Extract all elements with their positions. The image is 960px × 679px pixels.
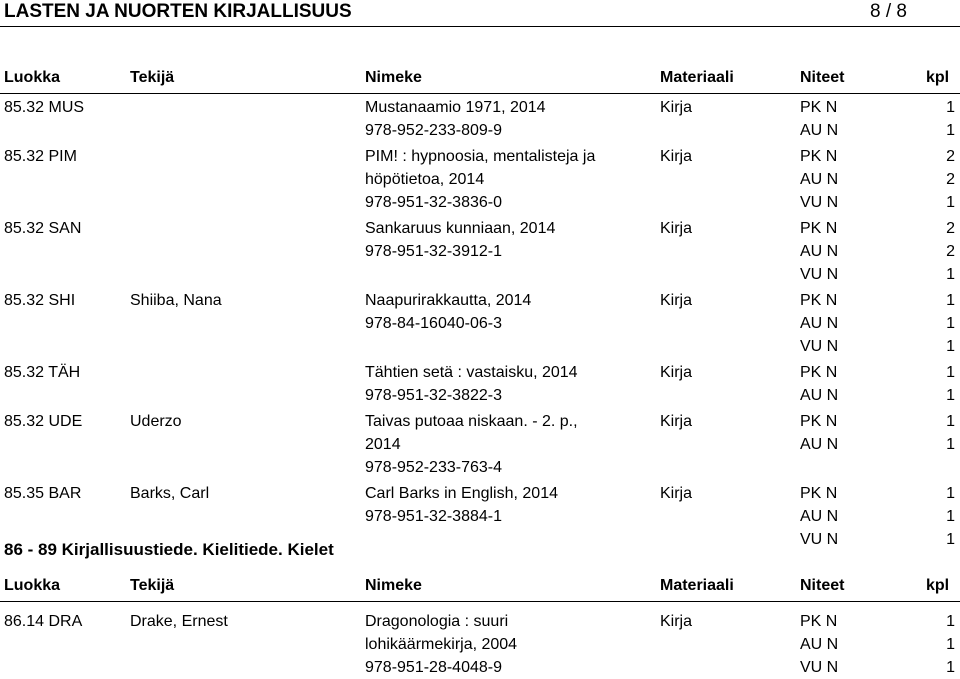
page-number: 8 / 8 <box>870 1 907 22</box>
record-locations <box>800 289 860 358</box>
holding-count: 1 <box>946 436 955 453</box>
record-counts <box>935 289 955 358</box>
column-header-author: Tekijä <box>130 69 175 86</box>
record-locations <box>800 610 860 679</box>
record-material: Kirja <box>660 413 693 430</box>
record-locations <box>800 217 860 286</box>
holding-count: 1 <box>946 613 955 630</box>
record-line: 978-951-32-3884-1 <box>365 508 502 525</box>
column-header-rule <box>0 601 960 602</box>
holding-count: 1 <box>946 531 955 548</box>
column-header-row <box>0 575 960 597</box>
record-line: Taivas putoaa niskaan. - 2. p., <box>365 413 578 430</box>
holding-count: 2 <box>946 148 955 165</box>
record-class: 85.32 SAN <box>4 220 82 237</box>
record-line: 978-84-16040-06-3 <box>365 315 502 332</box>
record-material: Kirja <box>660 148 693 165</box>
holding-location: PK N <box>800 148 838 165</box>
record-class: 85.32 TÄH <box>4 364 81 381</box>
column-header-rule <box>0 93 960 94</box>
holding-location: VU N <box>800 659 839 676</box>
column-header-copies: Niteet <box>800 69 845 86</box>
holding-count: 1 <box>946 315 955 332</box>
section-heading: 86 - 89 Kirjallisuustiede. Kielitiede. Kielet <box>4 540 334 559</box>
record-line: 978-951-32-3822-3 <box>365 387 502 404</box>
holding-count: 1 <box>946 266 955 283</box>
record-line: 978-951-32-3912-1 <box>365 243 502 260</box>
record-counts <box>935 145 955 214</box>
holding-location: AU N <box>800 122 839 139</box>
column-header-count: kpl <box>926 69 950 86</box>
record-title <box>365 361 655 407</box>
record-counts <box>935 361 955 407</box>
holding-location: PK N <box>800 364 838 381</box>
holding-location: PK N <box>800 220 838 237</box>
record-class: 85.32 UDE <box>4 413 83 430</box>
record-material: Kirja <box>660 485 693 502</box>
record-title <box>365 610 655 679</box>
record-line: lohikäärmekirja, 2004 <box>365 636 518 653</box>
holding-location: PK N <box>800 99 838 116</box>
record-author: Barks, Carl <box>130 485 210 502</box>
holding-count: 1 <box>946 413 955 430</box>
record-line: Dragonologia : suuri <box>365 613 509 630</box>
column-header-copies: Niteet <box>800 577 845 594</box>
record-counts <box>935 217 955 286</box>
record-title <box>365 410 655 479</box>
holding-location: AU N <box>800 636 839 653</box>
record-locations <box>800 482 860 551</box>
record-counts <box>935 410 955 456</box>
record-class: 86.14 DRA <box>4 613 83 630</box>
record-line: 978-952-233-809-9 <box>365 122 502 139</box>
holding-location: PK N <box>800 613 838 630</box>
holding-count: 1 <box>946 122 955 139</box>
holding-location: VU N <box>800 531 839 548</box>
record-locations <box>800 361 860 407</box>
holding-location: AU N <box>800 508 839 525</box>
document-title: LASTEN JA NUORTEN KIRJALLISUUS <box>4 1 352 22</box>
holding-location: AU N <box>800 171 839 188</box>
holding-location: AU N <box>800 315 839 332</box>
holding-location: AU N <box>800 387 839 404</box>
holding-count: 2 <box>946 171 955 188</box>
page-header <box>0 0 960 28</box>
record-title <box>365 482 655 528</box>
holding-count: 1 <box>946 485 955 502</box>
record-line: 978-951-32-3836-0 <box>365 194 502 211</box>
holding-count: 1 <box>946 364 955 381</box>
column-header-count: kpl <box>926 577 950 594</box>
column-header-author: Tekijä <box>130 577 175 594</box>
record-class: 85.35 BAR <box>4 485 82 502</box>
record-locations <box>800 96 860 142</box>
holding-location: VU N <box>800 194 839 211</box>
record-author: Uderzo <box>130 413 182 430</box>
holding-count: 1 <box>946 338 955 355</box>
record-material: Kirja <box>660 364 693 381</box>
record-material: Kirja <box>660 292 693 309</box>
record-material: Kirja <box>660 99 693 116</box>
holding-count: 2 <box>946 220 955 237</box>
holding-count: 1 <box>946 636 955 653</box>
column-header-material: Materiaali <box>660 577 734 594</box>
record-line: PIM! : hypnoosia, mentalisteja ja <box>365 148 596 165</box>
record-line: 978-952-233-763-4 <box>365 459 502 476</box>
record-author: Shiiba, Nana <box>130 292 222 309</box>
record-line: höpötietoa, 2014 <box>365 171 485 188</box>
column-header-title: Nimeke <box>365 577 422 594</box>
column-header-class: Luokka <box>4 577 61 594</box>
record-line: Mustanaamio 1971, 2014 <box>365 99 546 116</box>
holding-location: AU N <box>800 243 839 260</box>
record-title <box>365 289 655 335</box>
column-header-row <box>0 67 960 89</box>
record-line: Carl Barks in English, 2014 <box>365 485 558 502</box>
record-line: 2014 <box>365 436 401 453</box>
record-title <box>365 96 655 142</box>
record-material: Kirja <box>660 220 693 237</box>
record-locations <box>800 145 860 214</box>
record-class: 85.32 PIM <box>4 148 77 165</box>
record-line: Tähtien setä : vastaisku, 2014 <box>365 364 578 381</box>
record-class: 85.32 SHI <box>4 292 76 309</box>
column-header-class: Luokka <box>4 69 61 86</box>
holding-count: 1 <box>946 387 955 404</box>
holding-location: PK N <box>800 485 838 502</box>
column-header-material: Materiaali <box>660 69 734 86</box>
header-rule <box>0 26 960 27</box>
record-counts <box>935 96 955 142</box>
holding-count: 2 <box>946 243 955 260</box>
holding-count: 1 <box>946 659 955 676</box>
record-line: 978-951-28-4048-9 <box>365 659 502 676</box>
record-title <box>365 217 655 263</box>
holding-location: VU N <box>800 338 839 355</box>
holding-location: VU N <box>800 266 839 283</box>
record-author: Drake, Ernest <box>130 613 228 630</box>
holding-count: 1 <box>946 508 955 525</box>
column-header-title: Nimeke <box>365 69 422 86</box>
record-title <box>365 145 655 214</box>
holding-location: PK N <box>800 292 838 309</box>
record-locations <box>800 410 860 456</box>
record-class: 85.32 MUS <box>4 99 85 116</box>
holding-location: AU N <box>800 436 839 453</box>
record-line: Naapurirakkautta, 2014 <box>365 292 532 309</box>
holding-location: PK N <box>800 413 838 430</box>
holding-count: 1 <box>946 292 955 309</box>
record-counts <box>935 482 955 551</box>
record-counts <box>935 610 955 679</box>
record-material: Kirja <box>660 613 693 630</box>
holding-count: 1 <box>946 194 955 211</box>
record-line: Sankaruus kunniaan, 2014 <box>365 220 556 237</box>
holding-count: 1 <box>946 99 955 116</box>
